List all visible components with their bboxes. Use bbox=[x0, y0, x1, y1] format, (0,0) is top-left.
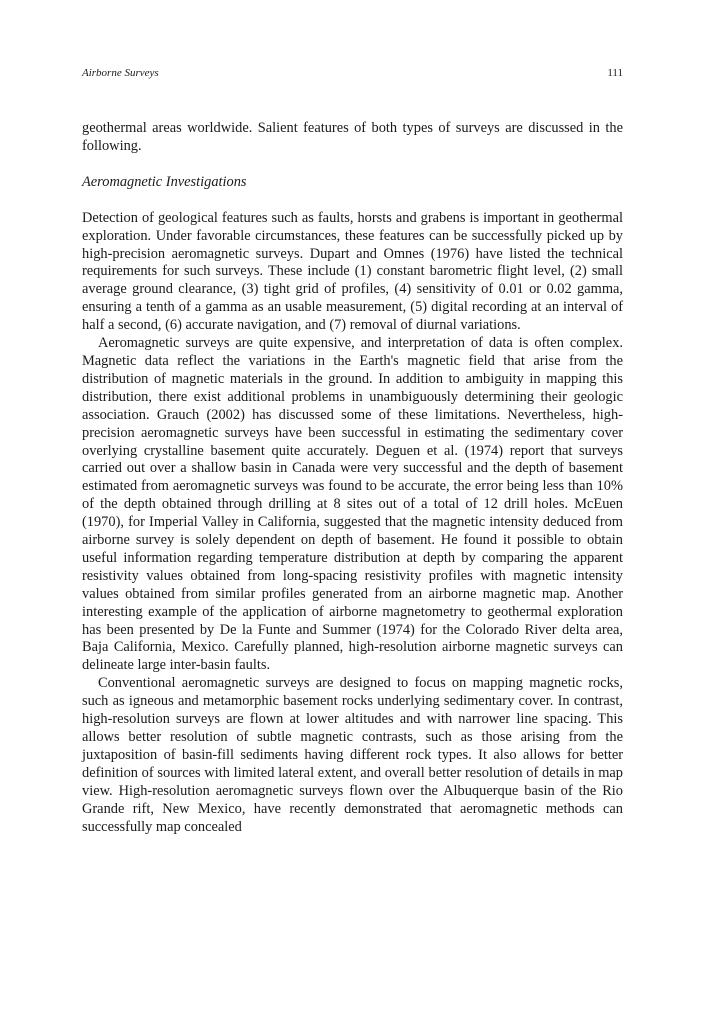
running-head-title: Airborne Surveys bbox=[82, 67, 159, 79]
section-heading: Aeromagnetic Investigations bbox=[82, 173, 247, 190]
page bbox=[82, 66, 623, 836]
paragraph-2: Aeromagnetic surveys are quite expensive, and interpretation of data is often complex. Magnetic data reflect the variations in the Earth's magnetic field that arise from the distribution of magnetic materials in the ground. In addition to ambiguity in mapping this distribution, there exist additional problems in unambiguously determining their geologic association. Grauch (2002) has discussed some of these limitations. Nevertheless, high-precision aeromagnetic surveys have been successful in estimating the sedimentary cover overlying crystalline basement quite accurately. Deguen et al. (1974) report that surveys carried out over a shallow basin in Canada were very successful and the depth of basement estimated from aeromagnetic surveys was found to be accurate, the error being less than 10% of the depth obtained through drilling at 8 sites out of a total of 12 drill holes. McEuen (1970), for Imperial Valley in California, suggested that the magnetic intensity deduced from airborne survey is solely dependent on depth of basement. He found it possible to obtain useful information regarding temperature distribution at depth by comparing the apparent resistivity values obtained from long-spacing resistivity profiles with magnetic intensity values obtained from similar profiles generated from an airborne magnetic map. Another interesting example of the application of airborne magnetometry to geothermal exploration has been presented by De la Funte and Summer (1974) for the Colorado River delta area, Baja California, Mexico. Carefully planned, high-resolution airborne magnetic surveys can delineate large inter-basin faults. bbox=[82, 335, 623, 674]
intro-paragraph: geothermal areas worldwide. Salient features of both types of surveys are discussed in the following. bbox=[82, 120, 623, 154]
page-number: 111 bbox=[607, 67, 623, 79]
paragraph-3: Conventional aeromagnetic surveys are designed to focus on mapping magnetic rocks, such as igneous and metamorphic basement rocks underlying sedimentary cover. In contrast, high-resolution surveys are flown at lower altitudes and with narrower line spacing. This allows better resolution of subtle magnetic contrasts, such as those arising from the juxtaposition of basin-fill sediments having different rock types. It also allows for better definition of sources with limited lateral extent, and overall better resolution of details in map view. High-resolution aeromagnetic surveys flown over the Albuquerque basin of the Rio Grande rift, New Mexico, have recently demonstrated that aeromagnetic methods can successfully map concealed bbox=[82, 675, 623, 835]
paragraph-1: Detection of geological features such as faults, horsts and grabens is important in geothermal exploration. Under favorable circumstances, these features can be successfully picked up by high-precision aeromagnetic surveys. Dupart and Omnes (1976) have listed the technical requirements for such surveys. These include (1) constant barometric flight level, (2) small average ground clearance, (3) tight grid of profiles, (4) sensitivity of 0.01 or 0.02 gamma, ensuring a tenth of a gamma as an usable measurement, (5) digital recording at an interval of half a second, (6) accurate navigation, and (7) removal of diurnal variations. bbox=[82, 209, 623, 334]
running-head bbox=[82, 66, 623, 80]
body-text bbox=[82, 120, 623, 836]
